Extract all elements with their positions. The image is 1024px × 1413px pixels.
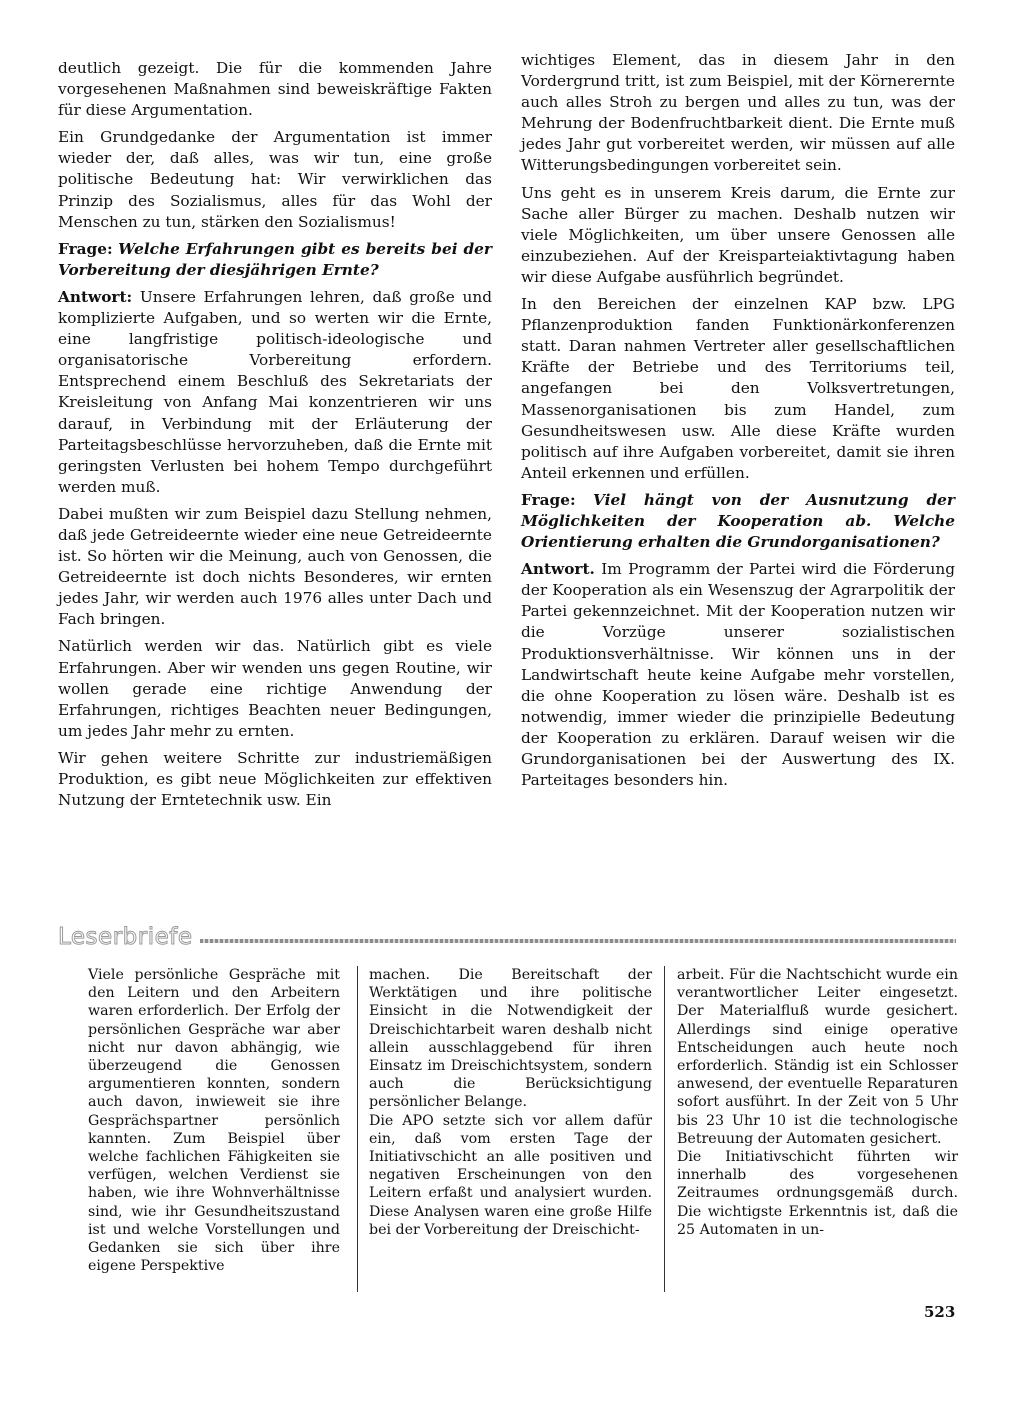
article-column-right (521, 50, 955, 797)
answer-paragraph (58, 287, 492, 498)
paragraph: Die APO setzte sich vor allem dafür ein, daß vom ersten Tage der Initiativschicht an alle positiven und negativen Erscheinungen von den Leitern erfaßt und analysiert wurden. Diese Analysen waren eine große Hilfe bei der Vorbereitung der Dreischicht- (369, 1112, 652, 1238)
answer-paragraph (521, 559, 955, 791)
letters-column-1 (88, 966, 340, 1275)
question-label: Frage: (58, 239, 113, 258)
section-title: Leserbriefe (58, 924, 193, 950)
section-heading (58, 924, 956, 960)
column-divider (664, 966, 665, 1292)
paragraph: Wir gehen weitere Schritte zur industriemäßigen Produktion, es gibt neue Möglichkeiten zur effektiven Nutzung der Erntetechnik usw. Ein (58, 748, 492, 810)
paragraph: Die Initiativschicht führten wir innerhalb des vorgesehenen Zeitraumes ordnungsgemäß durch. Die wichtigste Erkenntnis ist, daß die 25 Automaten in un- (677, 1149, 958, 1238)
letters-column-2 (369, 966, 652, 1239)
question-label: Frage: (521, 490, 576, 509)
paragraph: arbeit. Für die Nachtschicht wurde ein verantwortlicher Leiter eingesetzt. Der Materialfluß wurde gesichert. Allerdings sind einige operative Entscheidungen auch heute noch erforderlich. Ständig ist ein Schlosser anwesend, der eventuelle Reparaturen sofort ausführt. In der Zeit von 5 Uhr bis 23 Uhr 10 ist die technologische Betreuung der Automaten gesichert. (677, 967, 958, 1147)
paragraph: Dabei mußten wir zum Beispiel dazu Stellung nehmen, daß jede Getreideernte wieder eine neue Getreideernte ist. So hörten wir die Meinung, auch von Genossen, die Getreideernte ist doch nichts Besonderes, wir ernten jedes Jahr, wir werden auch 1976 alles unter Dach und Fach bringen. (58, 504, 492, 629)
page-number: 523 (924, 1303, 956, 1321)
paragraph: In den Bereichen der einzelnen KAP bzw. LPG Pflanzenproduktion fanden Funktionärkonferenzen statt. Daran nahmen Vertreter aller gesellschaftlichen Kräfte der Betriebe und des Territoriums teil, angefangen bei den Volksvertretungen, Massenorganisationen bis zum Handel, zum Gesundheitswesen usw. Alle diese Kräfte wurden politisch auf ihre Aufgaben vorbereitet, damit sie ihren Anteil erkennen und erfüllen. (521, 295, 955, 482)
question-text: Viel hängt von der Ausnutzung der Möglichkeiten der Kooperation ab. Welche Orientierung erhalten die Grundorganisationen? (521, 490, 955, 552)
letters-column-3 (677, 966, 958, 1239)
answer-label: Antwort: (58, 287, 133, 306)
paragraph: Natürlich werden wir das. Natürlich gibt es viele Erfahrungen. Aber wir wenden uns gegen Routine, wir wollen gerade eine richtige Anwendung der Erfahrungen, richtiges Beachten neuer Bedingungen, um jedes Jahr mehr zu ernten. (58, 637, 492, 740)
paragraph: machen. Die Bereitschaft der Werktätigen und ihre politische Einsicht in die Notwendigkeit der Dreischichtarbeit waren deshalb nicht allein ausschlaggebend für ihren Einsatz im Dreischichtsystem, sondern auch die Berücksichtigung persönlicher Belange. (369, 967, 652, 1111)
heading-rule (200, 939, 956, 943)
paragraph: wichtiges Element, das in diesem Jahr in den Vordergrund tritt, ist zum Beispiel, mit der Körnerernte auch alles Stroh zu bergen und alles zu tun, was der Mehrung der Bodenfruchtbarkeit dient. Die Ernte muß jedes Jahr gut vorbereitet werden, wir müssen auf alle Witterungsbedingungen vorbereitet sein. (521, 51, 955, 175)
article-column-left (58, 58, 492, 817)
question-paragraph (521, 490, 955, 553)
paragraph: Viele persönliche Gespräche mit den Leitern und den Arbeitern waren erforderlich. Der Erfolg der persönlichen Gespräche war aber nicht nur davon abhängig, wie überzeugend die Genossen argumentieren konnten, sondern auch davon, inwieweit sie ihre Gesprächspartner persönlich kannten. Zum Beispiel über welche fachlichen Fähigkeiten sie verfügen, welchen Verdienst sie haben, wie ihre Wohnverhältnisse sind, wie ihr Gesundheitszustand ist und welche Vorstellungen und Gedanken sie sich über ihre eigene Perspektive (88, 967, 340, 1275)
question-text: Welche Erfahrungen gibt es bereits bei der Vorbereitung der diesjährigen Ernte? (58, 239, 492, 279)
answer-text: Im Programm der Partei wird die Förderung der Kooperation als ein Wesenszug der Agrarpolitik der Partei gekennzeichnet. Mit der Kooperation nutzen wir die Vorzüge unserer sozialistischen Produktionsverhältnisse. Wir können uns in der Landwirtschaft heute keine Aufgabe mehr vorstellen, die ohne Kooperation zu lösen wäre. Deshalb ist es notwendig, immer wieder die prinzipielle Bedeutung der Kooperation zu erklären. Darauf weisen wir die Grundorganisationen bei der Auswertung des IX. Parteitages besonders hin. (521, 560, 955, 790)
paragraph: deutlich gezeigt. Die für die kommenden Jahre vorgesehenen Maßnahmen sind beweiskräftige Fakten für diese Argumentation. (58, 59, 492, 120)
question-paragraph (58, 239, 492, 281)
paragraph: Uns geht es in unserem Kreis darum, die Ernte zur Sache aller Bürger zu machen. Deshalb nutzen wir viele Möglichkeiten, um über unsere Genossen alle einzubeziehen. Auf der Kreisparteiaktivtagung haben wir diese Aufgabe ausführlich begründet. (521, 183, 955, 286)
answer-text: Unsere Erfahrungen lehren, daß große und komplizierte Aufgaben, und so werten wir die Ernte, eine langfristige politisch-ideologische und organisatorische Vorbereitung erfordern. Entsprechend einem Beschluß des Sekretariats der Kreisleitung von Anfang Mai konzentrieren wir uns darauf, in Verbindung mit der Erläuterung der Parteitagsbeschlüsse hervorzuheben, daß die Ernte mit geringsten Verlusten bei hohem Tempo durchgeführt werden muß. (58, 287, 492, 496)
paragraph: Ein Grundgedanke der Argumentation ist immer wieder der, daß alles, was wir tun, eine große politische Bedeutung hat: Wir verwirklichen das Prinzip des Sozialismus, alles für das Wohl der Menschen zu tun, stärken den Sozialismus! (58, 128, 492, 231)
answer-label: Antwort. (521, 560, 595, 579)
column-divider (357, 966, 358, 1292)
